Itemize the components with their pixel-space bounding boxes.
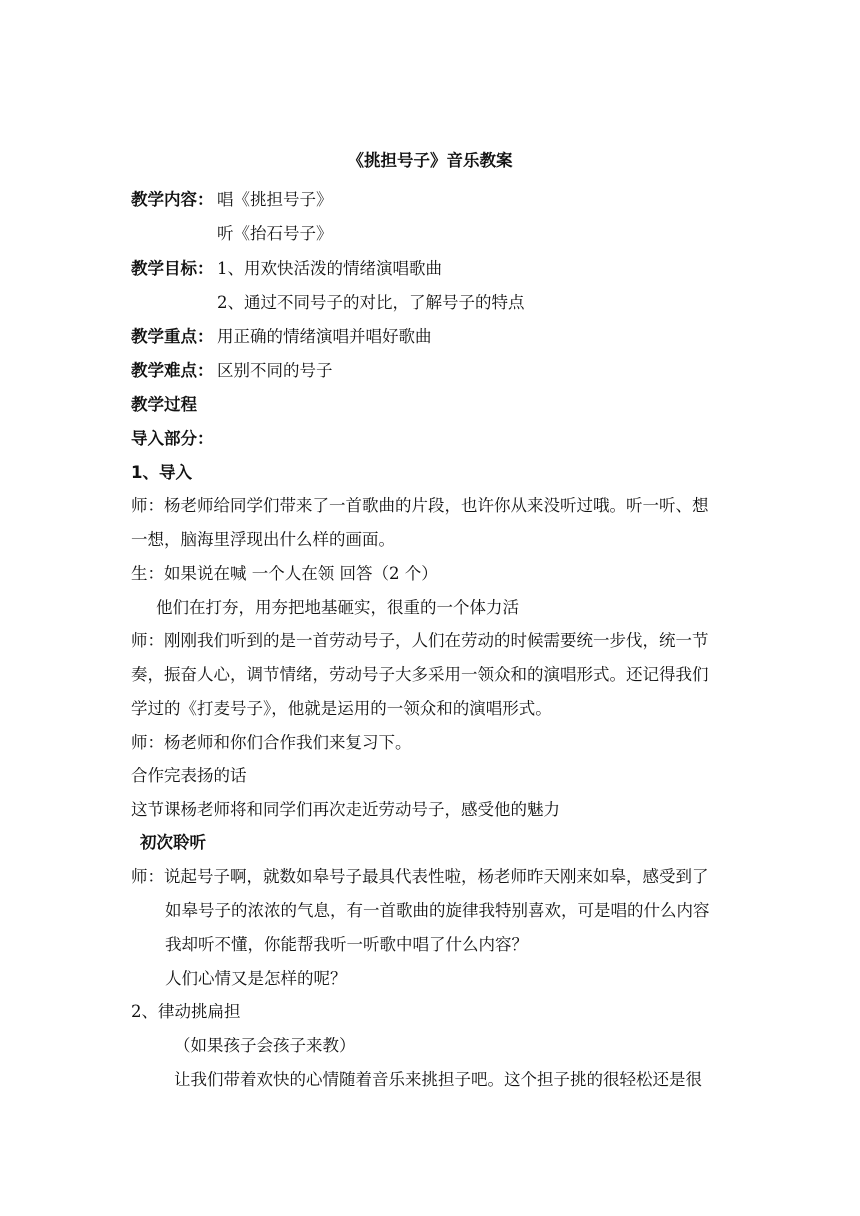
teacher-para-3: 师：杨老师和你们合作我们来复习下。 [131,733,412,752]
goals-line-1: 1、用欢快活泼的情绪演唱歌曲 [217,259,442,278]
teacher-para-4-line-3: 我却听不懂，你能帮我听一听歌中唱了什么内容？ [165,935,528,954]
difficulty-label: 教学难点： [131,361,214,380]
teacher-para-2-line-2: 奏，振奋人心，调节情绪，劳动号子大多采用一领众和的演唱形式。还记得我们 [131,665,709,684]
teacher-para-4-line-4: 人们心情又是怎样的呢？ [165,969,347,988]
page-title: 《挑担号子》音乐教案 [347,151,513,170]
step1-heading: 1、导入 [131,463,192,482]
content-line-1: 唱《挑担号子》 [217,190,333,209]
teacher-para-1-line-1: 师：杨老师给同学们带来了一首歌曲的片段，也许你从来没听过哦。听一听、想 [131,496,709,515]
teacher-para-2-line-3: 学过的《打麦号子》，他就是运用的一领众和的演唱形式。 [131,699,552,718]
teacher-para-2-line-1: 师：刚刚我们听到的是一首劳动号子，人们在劳动的时候需要统一步伐，统一节 [131,631,709,650]
lesson-line: 这节课杨老师将和同学们再次走近劳动号子，感受他的魅力 [131,800,560,819]
step2-heading: 2、律动挑扁担 [131,1002,241,1021]
intro-heading: 导入部分： [131,429,214,448]
focus-label: 教学重点： [131,327,214,346]
first-listen-heading: 初次聆听 [140,833,206,852]
teacher-para-1-line-2: 一想，脑海里浮现出什么样的画面。 [131,530,395,549]
teacher-para-4-line-2: 如皋号子的浓浓的气息，有一首歌曲的旋律我特别喜欢，可是唱的什么内容 [165,901,710,920]
last-line: 让我们带着欢快的心情随着音乐来挑担子吧。这个担子挑的很轻松还是很 [174,1070,702,1089]
goals-label: 教学目标： [131,259,214,278]
student-para-line-2: 他们在打夯，用夯把地基砸实，很重的一个体力活 [156,598,519,617]
process-heading: 教学过程 [131,395,197,414]
focus-text: 用正确的情绪演唱并唱好歌曲 [217,327,432,346]
content-line-2: 听《抬石号子》 [217,224,333,243]
note-line: （如果孩子会孩子来教） [174,1036,356,1055]
student-para-line-1: 生：如果说在喊 一个人在领 回答（2 个） [131,564,438,583]
cooperate-line: 合作完表扬的话 [131,766,247,785]
difficulty-text: 区别不同的号子 [217,361,333,380]
content-label: 教学内容： [131,190,214,209]
goals-line-2: 2、通过不同号子的对比，了解号子的特点 [217,293,525,312]
teacher-para-4-line-1: 师：说起号子啊，就数如皋号子最具代表性啦，杨老师昨天刚来如皋，感受到了 [131,867,709,886]
